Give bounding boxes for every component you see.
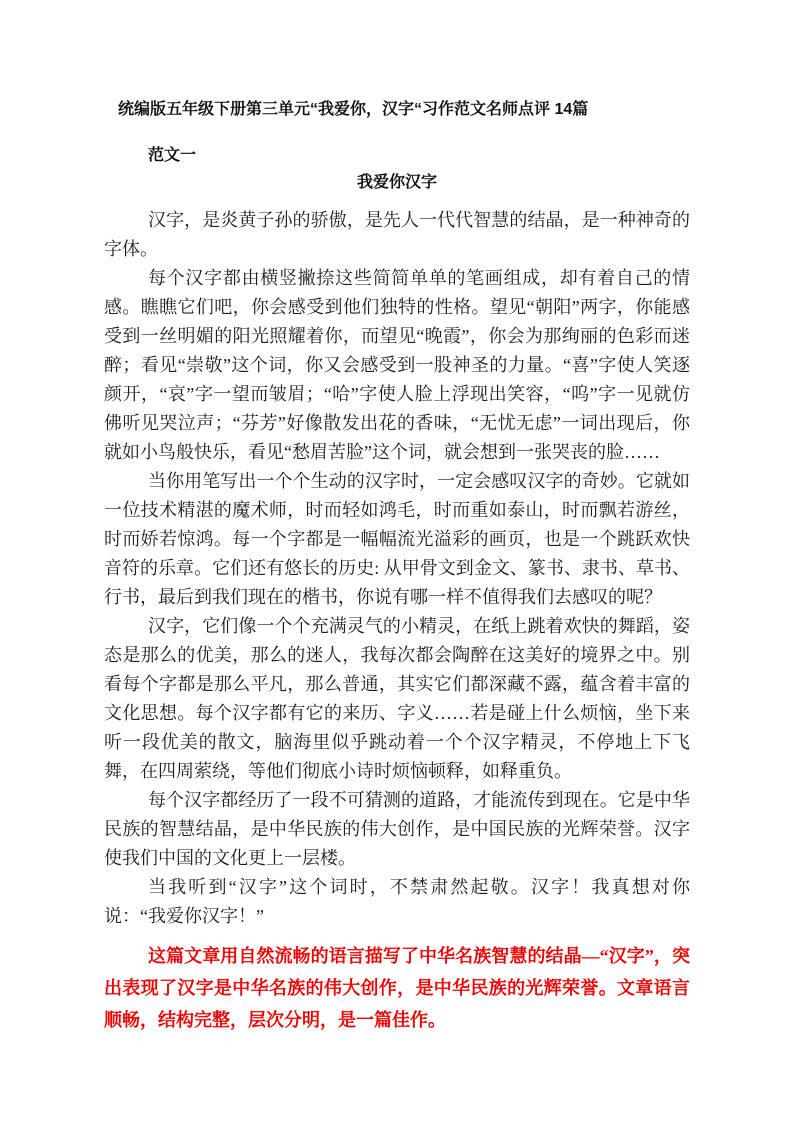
essay-body	[104, 206, 690, 931]
essay-paragraph: 每个汉字都经历了一段不可猜测的道路，才能流传到现在。它是中华民族的智慧结晶，是中华民族的伟大创作，是中国民族的光辉荣誉。汉字使我们中国的文化更上一层楼。	[104, 790, 690, 868]
section-label: 范文一	[148, 147, 197, 164]
essay-paragraph: 汉字，是炎黄子孙的骄傲，是先人一代代智慧的结晶，是一种神奇的字体。	[104, 210, 690, 259]
essay-paragraph: 汉字，它们像一个个充满灵气的小精灵，在纸上跳着欢快的舞蹈，姿态是那么的优美，那么的迷人，我每次都会陶醉在这美好的境界之中。别看每个字都是那么平凡，那么普通，其实它们都深藏不露，蕴含着丰富的文化思想。每个汉字都有它的来历、字义……若是碰上什么烦恼，坐下来听一段优美的散文，脑海里似乎跳动着一个个汉字精灵，不停地上下飞舞，在四周萦绕，等他们彻底小诗时烦恼顿释，如释重负。	[104, 616, 690, 781]
document-content	[104, 99, 690, 1036]
essay-paragraph: 每个汉字都由横竖撇捺这些简简单单的笔画组成，却有着自己的情感。瞧瞧它们吧，你会感受到他们独特的性格。望见“朝阳”两字，你能感受到一丝明媚的阳光照耀着你，而望见“晚霞”，你会为那绚丽的色彩而迷醉；看见“崇敬”这个词，你又会感受到一股神圣的力量。“喜”字使人笑逐颜开，“哀”字一望而皱眉；“哈”字使人脸上浮现出笑容，“呜”字一见就仿佛听见哭泣声；“芬芳”好像散发出花的香味，“无忧无虑”一词出现后，你就如小鸟般快乐，看见“愁眉苦脸”这个词，就会想到一张哭丧的脸……	[104, 268, 690, 462]
essay-title: 我爱你汉字	[356, 174, 437, 191]
essay-paragraph: 当我听到“汉字”这个词时，不禁肃然起敬。汉字！我真想对你说：“我爱你汉字！”	[104, 877, 690, 926]
document-title: 统编版五年级下册第三单元“我爱你，汉字“习作范文名师点评 14篇	[118, 101, 589, 118]
essay-paragraph: 当你用笔写出一个个生动的汉字时，一定会感叹汉字的奇妙。它就如一位技术精湛的魔术师，时而轻如鸿毛，时而重如泰山，时而飘若游丝，时而娇若惊鸿。每一个字都是一幅幅流光溢彩的画页，也是一个跳跃欢快音符的乐章。它们还有悠长的历史: 从甲骨文到金文、篆书、隶书、草书、行书，最后到我们现在的楷书，你说有哪一样不值得我们去感叹的呢？	[104, 471, 690, 607]
teacher-comment: 这篇文章用自然流畅的语言描写了中华名族智慧的结晶—“汉字”，突出表现了汉字是中华名族的伟大创作，是中华民族的光辉荣誉。文章语言顺畅，结构完整，层次分明，是一篇佳作。	[104, 946, 690, 1030]
